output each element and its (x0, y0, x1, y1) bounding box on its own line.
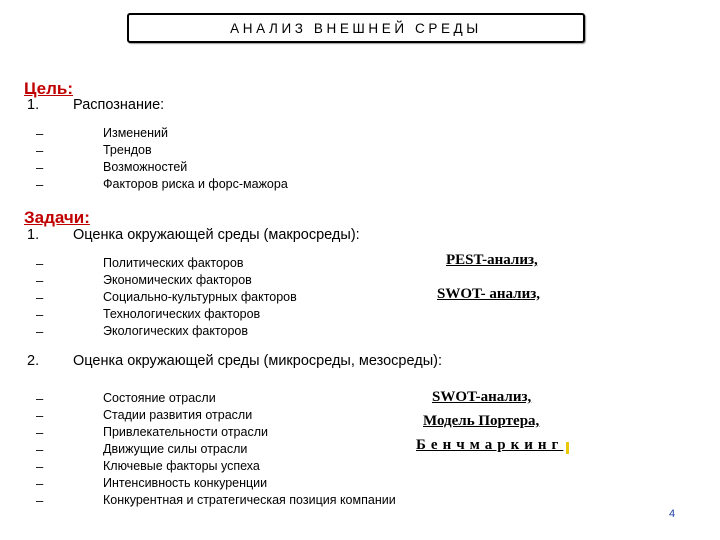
task-2-bullet: Ключевые факторы успеха (103, 459, 260, 473)
goal-bullet: Трендов (103, 143, 152, 157)
yellow-accent-mark (566, 442, 569, 454)
list-marker: – (36, 126, 44, 141)
task-1-number: 1. (27, 227, 40, 243)
list-marker: – (36, 177, 44, 192)
task-1-bullet: Технологических факторов (103, 307, 261, 321)
title-box (127, 13, 585, 43)
list-marker: – (36, 442, 44, 457)
list-marker: – (36, 459, 44, 474)
task-2-bullet: Конкурентная и стратегическая позиция компании (103, 493, 396, 507)
task-2-bullet: Интенсивность конкуренции (103, 476, 268, 490)
list-marker: – (36, 160, 44, 175)
tasks-heading: Задачи: (24, 208, 90, 227)
list-marker: – (36, 408, 44, 423)
goal-item-number: 1. (27, 97, 40, 113)
list-marker: – (36, 290, 44, 305)
task-1-label: Оценка окружающей среды (макросреды): (73, 227, 360, 243)
page-number: 4 (669, 508, 676, 520)
list-marker: – (36, 307, 44, 322)
list-marker: – (36, 391, 44, 406)
task-2-label: Оценка окружающей среды (микросреды, мезосреды): (73, 353, 442, 369)
list-marker: – (36, 324, 44, 339)
task-2-bullet: Стадии развития отрасли (103, 408, 253, 422)
goal-bullet: Изменений (103, 126, 168, 140)
goal-item-label: Распознание: (73, 97, 165, 113)
goal-bullet: Факторов риска и форс-мажора (103, 177, 288, 191)
task-2-method: SWOT-анализ, (432, 389, 532, 405)
task-1-method: SWOT- анализ, (437, 286, 540, 302)
list-marker: – (36, 493, 44, 508)
task-1-bullet: Политических факторов (103, 256, 244, 270)
list-marker: – (36, 143, 44, 158)
slide-title: АНАЛИЗ ВНЕШНЕЙ СРЕДЫ (230, 21, 482, 36)
list-marker: – (36, 273, 44, 288)
task-2-bullet: Состояние отрасли (103, 391, 216, 405)
goal-heading: Цель: (24, 79, 73, 98)
list-marker: – (36, 476, 44, 491)
task-2-number: 2. (27, 353, 40, 369)
task-1-method: PEST-анализ, (446, 252, 538, 268)
task-2-bullet: Движущие силы отрасли (103, 442, 248, 456)
task-1-bullet: Экологических факторов (103, 324, 249, 338)
task-2-method: Модель Портера, (423, 413, 540, 429)
list-marker: – (36, 256, 44, 271)
task-1-bullet: Социально-культурных факторов (103, 290, 297, 304)
task-1-bullet: Экономических факторов (103, 273, 252, 287)
list-marker: – (36, 425, 44, 440)
task-2-method: Бенчмаркинг (416, 437, 564, 453)
task-2-bullet: Привлекательности отрасли (103, 425, 268, 439)
goal-bullet: Возможностей (103, 160, 188, 174)
